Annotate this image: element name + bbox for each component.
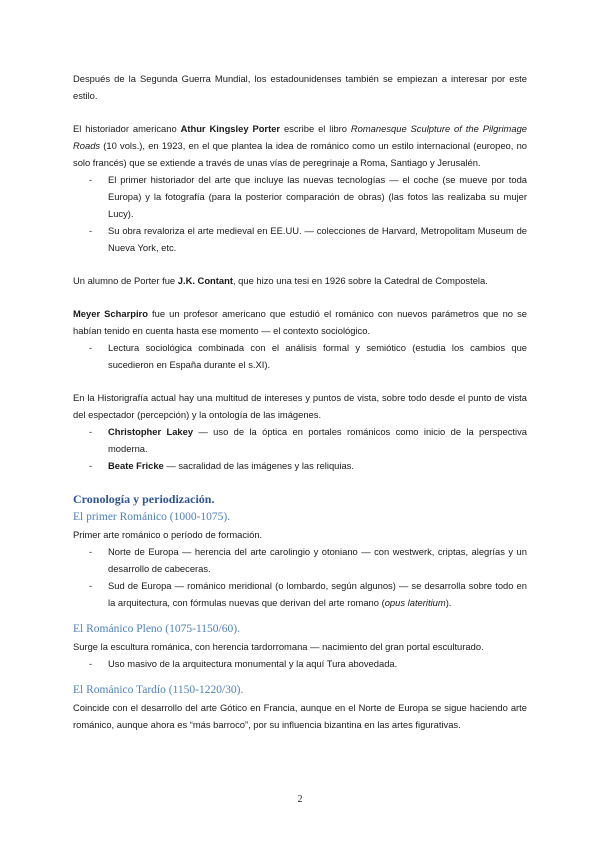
list-item: - El primer historiador del arte que incluye las nuevas tecnologías — el coche (se mueve por toda Europa) y la fotografía (para la posterior comparación de obras) (las fotos las realizaba su mujer Lucy). [73,171,527,222]
list-item: - Uso masivo de la arquitectura monumental y la aquí Tura abovedada. [73,655,527,672]
porter-paragraph [73,120,527,171]
list-item [73,457,527,474]
porter-text-1: El historiador americano [73,123,181,134]
lakey-text: — uso de la óptica en portales románicos como inicio de la perspectiva moderna. [108,426,527,454]
fricke-text: — sacralidad de las imágenes y las reliquias. [163,460,354,471]
romanico-pleno-heading: El Románico Pleno (1075-1150/60). [73,623,240,635]
page-content [73,70,527,733]
list-item: - Su obra revaloriza el arte medieval en EE.UU. — colecciones de Harvard, Metropolitam Museum de Nueva York, etc. [73,222,527,256]
romanico-tardio-text: Coincide con el desarrollo del arte Gótico en Francia, aunque en el Norte de Europa se sigue haciendo arte románico, aunque ahora es “más barroco”, por su influencia bizantina en las artes figurativas. [73,702,527,730]
conant-text-2: , que hizo una tesi en 1926 sobre la Catedral de Compostela. [232,275,488,286]
historiography-list [73,423,527,474]
primer-romanico-heading: El primer Románico (1000-1075). [73,511,231,523]
conant-paragraph [73,272,527,289]
historiography-paragraph: En la Historigrafía actual hay una multitud de intereses y puntos de vista, sobre todo desde el punto de vista del espectador (percepción) y la ontología de las imágenes. [73,392,527,420]
romanico-pleno-list [73,655,527,672]
porter-book-title: Romanesque Sculpture of the Pilgrimage Roads [73,123,527,151]
porter-text-3: (10 vols.), en 1923, en el que plantea la idea de románico como un estilo internacional (europeo, no solo francés) que se extiende a través de unas vías de peregrinaje a Roma, Santiago y Jerusalén. [73,140,527,168]
conant-name: J.K. Contant [177,275,233,286]
sud-europa-text-1: Sud de Europa — románico meridional (o lombardo, según algunos) — se desarrolla sobre todo en la arquitectura, con fórmulas nuevas que derivan del arte romano ( [108,580,527,608]
list-item: - Lectura sociológica combinada con el análisis formal y semiótico (estudia los cambios que sucedieron en España durante el s.XI). [73,339,527,373]
romanico-pleno-text: Surge la escultura románica, con herencia tardorromana — nacimiento del gran portal esculturado. [73,641,484,652]
porter-name: Athur Kingsley Porter [180,123,281,134]
sud-europa-text-2: ). [445,597,452,608]
fricke-name: Beate Fricke [108,460,164,471]
list-item [73,423,527,457]
schapiro-list [73,339,527,373]
intro-paragraph: Después de la Segunda Guerra Mundial, los estadounidenses también se empiezan a interesar por este estilo. [73,73,527,101]
schapiro-paragraph [73,305,527,339]
schapiro-text: fue un profesor americano que estudió el románico con nuevos parámetros que no se habían tenido en cuenta hasta ese momento — el contexto sociológico. [73,308,527,336]
primer-romanico-list [73,543,527,611]
list-item [73,577,527,611]
lakey-name: Christopher Lakey [108,426,194,437]
chronology-heading: Cronología y periodización. [73,492,215,506]
romanico-tardio-heading: El Románico Tardío (1150-1220/30). [73,684,244,696]
list-item: - Norte de Europa — herencia del arte carolingio y otoniano — con westwerk, criptas, alegrías y un desarrollo de cabeceras. [73,543,527,577]
opus-lateritium: opus lateritium [384,597,446,608]
porter-list [73,171,527,256]
page-number: 2 [297,794,303,805]
schapiro-name: Meyer Scharpiro [73,308,148,319]
conant-text-1: Un alumno de Porter fue [73,275,178,286]
porter-text-2: escribe el libro [280,123,351,134]
primer-romanico-text: Primer arte románico o período de formación. [73,529,263,540]
